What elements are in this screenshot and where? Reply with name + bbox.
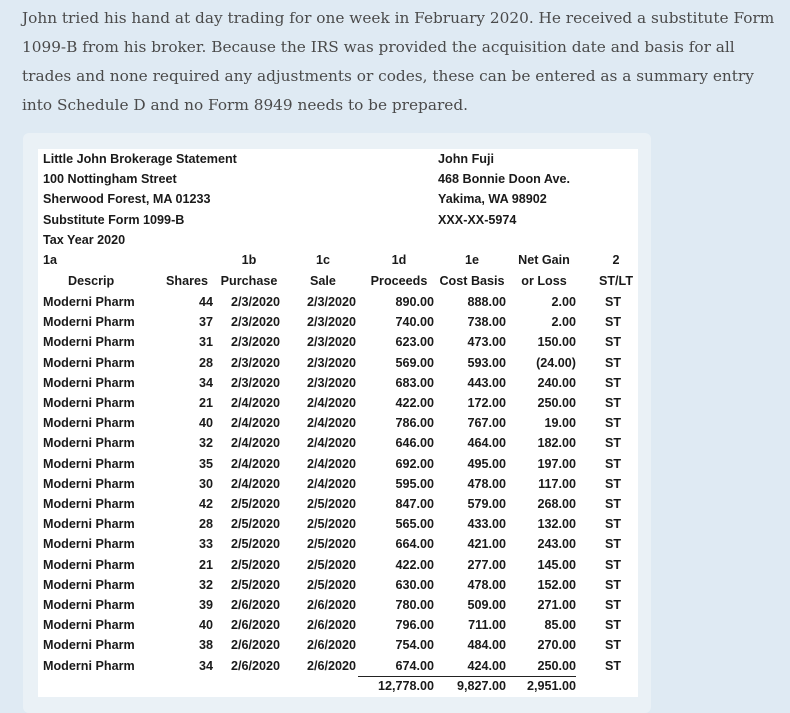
table-cell-sale: 2/5/2020 bbox=[306, 577, 356, 592]
table-cell-gain-loss: 268.00 bbox=[537, 497, 576, 511]
column-code-cost-basis: 1e bbox=[464, 253, 479, 267]
table-cell-purchase: 2/6/2020 bbox=[230, 598, 280, 612]
table-cell-sale: 2/4/2020 bbox=[306, 416, 356, 431]
table-cell-sale: 2/4/2020 bbox=[306, 476, 356, 491]
payee-ssn: XXX-XX-5974 bbox=[438, 212, 517, 227]
column-code-descrip: 1a bbox=[43, 253, 58, 267]
table-cell-proceeds: 623.00 bbox=[395, 335, 434, 350]
table-cell-shares: 30 bbox=[198, 476, 213, 491]
table-cell-shares: 33 bbox=[198, 537, 213, 552]
column-header-shares: Shares bbox=[165, 274, 208, 288]
table-cell-proceeds: 847.00 bbox=[395, 497, 434, 511]
table-cell-sale: 2/3/2020 bbox=[306, 335, 356, 350]
table-cell-cost-basis: 767.00 bbox=[467, 416, 506, 431]
table-cell-term: ST bbox=[604, 557, 622, 572]
table-cell-descrip: Moderni Pharm bbox=[43, 295, 135, 309]
table-cell-term: ST bbox=[604, 375, 622, 390]
table-cell-purchase: 2/3/2020 bbox=[230, 375, 280, 390]
table-cell-cost-basis: 484.00 bbox=[467, 638, 506, 653]
table-cell-sale: 2/3/2020 bbox=[306, 315, 356, 330]
table-cell-term: ST bbox=[604, 416, 622, 431]
table-cell-proceeds: 754.00 bbox=[395, 638, 434, 653]
table-cell-gain-loss: 240.00 bbox=[537, 375, 576, 390]
table-cell-sale: 2/3/2020 bbox=[306, 375, 356, 390]
table-cell-descrip: Moderni Pharm bbox=[43, 537, 135, 552]
table-cell-proceeds: 630.00 bbox=[395, 577, 434, 592]
table-cell-shares: 39 bbox=[198, 598, 213, 612]
table-cell-gain-loss: (24.00) bbox=[536, 355, 576, 370]
table-cell-proceeds: 422.00 bbox=[395, 557, 434, 572]
table-cell-term: ST bbox=[604, 436, 622, 451]
table-cell-cost-basis: 277.00 bbox=[467, 557, 506, 572]
table-cell-purchase: 2/5/2020 bbox=[230, 537, 280, 552]
table-cell-cost-basis: 464.00 bbox=[467, 436, 506, 451]
table-cell-cost-basis: 711.00 bbox=[468, 618, 506, 633]
total-gain: 2,951.00 bbox=[526, 679, 576, 693]
table-cell-descrip: Moderni Pharm bbox=[43, 476, 135, 491]
table-cell-purchase: 2/3/2020 bbox=[230, 355, 280, 370]
table-cell-proceeds: 422.00 bbox=[395, 396, 434, 410]
table-cell-cost-basis: 433.00 bbox=[467, 517, 506, 532]
table-cell-proceeds: 569.00 bbox=[395, 355, 434, 370]
table-cell-shares: 38 bbox=[198, 638, 213, 653]
column-code-gain-loss: Net Gain bbox=[518, 253, 570, 267]
table-cell-purchase: 2/5/2020 bbox=[230, 517, 280, 532]
broker-name: Little John Brokerage Statement bbox=[43, 152, 237, 166]
table-cell-gain-loss: 152.00 bbox=[537, 577, 576, 592]
table-cell-proceeds: 664.00 bbox=[395, 537, 434, 552]
table-cell-descrip: Moderni Pharm bbox=[43, 375, 135, 390]
table-cell-purchase: 2/5/2020 bbox=[230, 497, 280, 511]
table-cell-sale: 2/6/2020 bbox=[306, 658, 356, 673]
table-cell-purchase: 2/4/2020 bbox=[230, 416, 280, 431]
column-code-sale: 1c bbox=[315, 253, 330, 267]
table-cell-term: ST bbox=[604, 355, 622, 370]
table-cell-cost-basis: 478.00 bbox=[467, 476, 506, 491]
table-cell-shares: 31 bbox=[198, 335, 213, 350]
table-cell-purchase: 2/4/2020 bbox=[230, 456, 280, 471]
table-cell-cost-basis: 509.00 bbox=[467, 598, 506, 612]
table-cell-descrip: Moderni Pharm bbox=[43, 355, 135, 370]
table-cell-gain-loss: 150.00 bbox=[537, 335, 576, 350]
table-cell-gain-loss: 271.00 bbox=[537, 598, 576, 612]
column-code-proceeds: 1d bbox=[391, 253, 407, 267]
column-code-purchase: 1b bbox=[241, 253, 257, 267]
table-cell-purchase: 2/4/2020 bbox=[230, 436, 280, 451]
table-cell-gain-loss: 2.00 bbox=[551, 315, 576, 330]
total-proceeds: 12,778.00 bbox=[377, 679, 434, 693]
table-cell-shares: 21 bbox=[198, 396, 213, 410]
table-cell-purchase: 2/4/2020 bbox=[230, 396, 280, 410]
table-cell-gain-loss: 85.00 bbox=[544, 618, 576, 633]
table-cell-descrip: Moderni Pharm bbox=[43, 335, 135, 350]
table-cell-purchase: 2/6/2020 bbox=[230, 638, 280, 653]
table-cell-sale: 2/5/2020 bbox=[306, 557, 356, 572]
table-cell-purchase: 2/4/2020 bbox=[230, 476, 280, 491]
table-cell-proceeds: 674.00 bbox=[395, 658, 434, 673]
column-header-gain-loss: or Loss bbox=[521, 274, 567, 288]
table-cell-descrip: Moderni Pharm bbox=[43, 638, 135, 653]
table-cell-gain-loss: 2.00 bbox=[551, 295, 576, 309]
column-header-sale: Sale bbox=[310, 274, 336, 288]
table-cell-cost-basis: 593.00 bbox=[467, 355, 506, 370]
table-cell-proceeds: 595.00 bbox=[395, 476, 434, 491]
column-code-term: 2 bbox=[612, 253, 620, 267]
total-cost-basis: 9,827.00 bbox=[456, 679, 506, 693]
totals-rule bbox=[358, 676, 576, 677]
tax-year: Tax Year 2020 bbox=[43, 232, 126, 247]
table-cell-proceeds: 890.00 bbox=[395, 295, 434, 309]
table-cell-term: ST bbox=[604, 335, 622, 350]
table-cell-descrip: Moderni Pharm bbox=[43, 416, 135, 431]
table-cell-shares: 34 bbox=[198, 658, 213, 673]
column-header-cost-basis: Cost Basis bbox=[439, 274, 505, 288]
table-cell-purchase: 2/6/2020 bbox=[230, 618, 280, 633]
table-cell-gain-loss: 117.00 bbox=[538, 476, 576, 491]
table-cell-descrip: Moderni Pharm bbox=[43, 315, 135, 330]
table-cell-term: ST bbox=[604, 456, 622, 471]
table-cell-term: ST bbox=[604, 638, 622, 653]
brokerage-statement bbox=[38, 149, 638, 697]
table-cell-shares: 44 bbox=[198, 295, 213, 309]
table-cell-gain-loss: 182.00 bbox=[537, 436, 576, 451]
intro-paragraph: John tried his hand at day trading for one week in February 2020. He received a substitute Form 1099-B from his broker. Because the IRS was provided the acquisition date and basis for all trades and none required any adjustments or codes, these can be entered as a summary entry into Schedule D and no Form 8949 needs to be prepared. bbox=[22, 9, 775, 114]
table-cell-sale: 2/6/2020 bbox=[306, 598, 356, 612]
table-cell-cost-basis: 473.00 bbox=[467, 335, 506, 350]
broker-address-line2: Sherwood Forest, MA 01233 bbox=[43, 192, 211, 207]
table-cell-proceeds: 786.00 bbox=[395, 416, 434, 431]
table-cell-sale: 2/3/2020 bbox=[306, 295, 356, 309]
table-cell-shares: 21 bbox=[198, 557, 213, 572]
table-cell-proceeds: 683.00 bbox=[395, 375, 434, 390]
table-cell-term: ST bbox=[604, 618, 622, 633]
table-cell-sale: 2/5/2020 bbox=[306, 517, 356, 532]
table-cell-cost-basis: 424.00 bbox=[467, 658, 506, 673]
table-cell-term: ST bbox=[604, 598, 622, 612]
table-cell-shares: 28 bbox=[198, 355, 213, 370]
table-cell-sale: 2/6/2020 bbox=[306, 638, 356, 653]
table-cell-descrip: Moderni Pharm bbox=[43, 618, 135, 633]
table-cell-term: ST bbox=[604, 517, 622, 532]
table-cell-gain-loss: 145.00 bbox=[537, 557, 576, 572]
table-cell-sale: 2/4/2020 bbox=[306, 456, 356, 471]
table-cell-proceeds: 646.00 bbox=[395, 436, 434, 451]
form-name: Substitute Form 1099-B bbox=[43, 212, 185, 227]
table-cell-shares: 35 bbox=[198, 456, 213, 471]
table-cell-cost-basis: 478.00 bbox=[467, 577, 506, 592]
table-cell-shares: 40 bbox=[198, 416, 213, 431]
table-cell-purchase: 2/3/2020 bbox=[230, 295, 280, 309]
table-cell-descrip: Moderni Pharm bbox=[43, 396, 135, 410]
table-cell-descrip: Moderni Pharm bbox=[43, 517, 135, 532]
table-cell-gain-loss: 250.00 bbox=[537, 658, 576, 673]
table-cell-descrip: Moderni Pharm bbox=[43, 557, 135, 572]
table-cell-gain-loss: 19.00 bbox=[544, 416, 576, 431]
table-cell-shares: 28 bbox=[198, 517, 213, 532]
table-cell-term: ST bbox=[604, 497, 622, 511]
table-cell-shares: 37 bbox=[198, 315, 213, 330]
table-cell-proceeds: 565.00 bbox=[395, 517, 434, 532]
table-cell-descrip: Moderni Pharm bbox=[43, 497, 135, 511]
table-cell-shares: 40 bbox=[198, 618, 213, 633]
table-cell-term: ST bbox=[604, 658, 622, 673]
payee-address-line2: Yakima, WA 98902 bbox=[438, 192, 547, 207]
payee-name: John Fuji bbox=[438, 152, 494, 166]
broker-address-line1: 100 Nottingham Street bbox=[43, 172, 177, 187]
table-cell-gain-loss: 250.00 bbox=[537, 396, 576, 410]
table-cell-cost-basis: 443.00 bbox=[467, 375, 506, 390]
table-cell-shares: 42 bbox=[198, 497, 213, 511]
table-cell-shares: 34 bbox=[198, 375, 213, 390]
table-cell-sale: 2/5/2020 bbox=[306, 537, 356, 552]
table-cell-descrip: Moderni Pharm bbox=[43, 456, 135, 471]
table-cell-term: ST bbox=[604, 396, 622, 410]
column-header-term: ST/LT bbox=[598, 274, 634, 288]
table-cell-purchase: 2/3/2020 bbox=[230, 315, 280, 330]
table-cell-proceeds: 740.00 bbox=[395, 315, 434, 330]
table-cell-purchase: 2/5/2020 bbox=[230, 557, 280, 572]
column-header-proceeds: Proceeds bbox=[370, 274, 428, 288]
table-cell-cost-basis: 579.00 bbox=[467, 497, 506, 511]
table-cell-cost-basis: 421.00 bbox=[467, 537, 506, 552]
table-cell-term: ST bbox=[604, 577, 622, 592]
table-cell-descrip: Moderni Pharm bbox=[43, 436, 135, 451]
table-cell-term: ST bbox=[604, 476, 622, 491]
table-cell-gain-loss: 197.00 bbox=[537, 456, 576, 471]
table-cell-gain-loss: 243.00 bbox=[537, 537, 576, 552]
table-cell-shares: 32 bbox=[198, 577, 213, 592]
table-cell-cost-basis: 888.00 bbox=[467, 295, 506, 309]
payee-address-line1: 468 Bonnie Doon Ave. bbox=[438, 172, 571, 187]
table-cell-cost-basis: 495.00 bbox=[467, 456, 506, 471]
table-cell-cost-basis: 738.00 bbox=[467, 315, 506, 330]
column-header-descrip: Descrip bbox=[68, 274, 115, 288]
table-cell-proceeds: 692.00 bbox=[395, 456, 434, 471]
table-cell-proceeds: 780.00 bbox=[395, 598, 434, 612]
table-cell-cost-basis: 172.00 bbox=[467, 396, 506, 410]
table-cell-proceeds: 796.00 bbox=[395, 618, 434, 633]
table-cell-term: ST bbox=[604, 295, 622, 309]
table-cell-term: ST bbox=[604, 315, 622, 330]
column-header-purchase: Purchase bbox=[220, 274, 278, 288]
table-cell-descrip: Moderni Pharm bbox=[43, 577, 135, 592]
table-cell-descrip: Moderni Pharm bbox=[43, 658, 135, 673]
payee-info bbox=[438, 149, 570, 230]
table-cell-sale: 2/6/2020 bbox=[306, 618, 356, 633]
broker-info bbox=[43, 149, 237, 250]
table-cell-purchase: 2/6/2020 bbox=[230, 658, 280, 673]
table-cell-shares: 32 bbox=[198, 436, 213, 451]
table-cell-sale: 2/3/2020 bbox=[306, 355, 356, 370]
table-cell-purchase: 2/3/2020 bbox=[230, 335, 280, 350]
table-cell-descrip: Moderni Pharm bbox=[43, 598, 135, 612]
table-cell-sale: 2/4/2020 bbox=[306, 396, 356, 410]
table-cell-gain-loss: 132.00 bbox=[537, 517, 576, 532]
table-cell-gain-loss: 270.00 bbox=[537, 638, 576, 653]
table-cell-term: ST bbox=[604, 537, 622, 552]
table-cell-purchase: 2/5/2020 bbox=[230, 577, 280, 592]
table-cell-sale: 2/5/2020 bbox=[306, 497, 356, 511]
table-cell-sale: 2/4/2020 bbox=[306, 436, 356, 451]
